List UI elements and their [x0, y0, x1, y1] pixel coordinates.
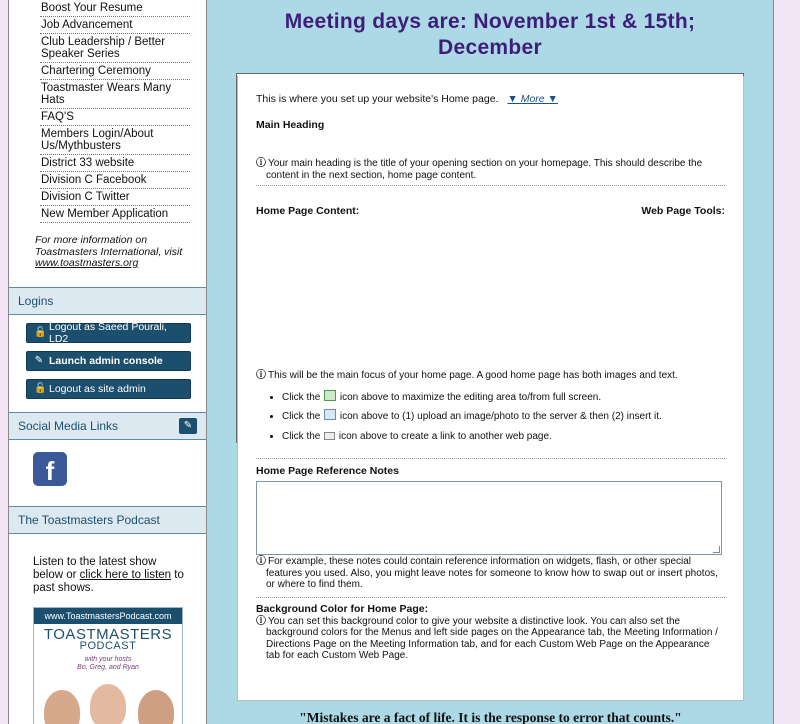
nav-item-club-leadership[interactable]: Club Leadership / Better Speaker Series — [40, 34, 190, 63]
logins-header — [9, 287, 206, 315]
content-tips — [238, 388, 743, 447]
tip-text: Click the — [282, 391, 324, 403]
podcast-image[interactable] — [33, 607, 183, 724]
nav-item-members-login[interactable]: Members Login/About Us/Mythbusters — [40, 126, 190, 155]
info-icon: ⓘ — [256, 556, 266, 567]
podcast-hosts-1: with your hosts — [84, 655, 132, 663]
facebook-icon[interactable]: f — [33, 452, 67, 486]
unlock-icon: 🔓 — [34, 327, 47, 338]
content-tools-row — [238, 205, 743, 217]
podcast-text-before: Listen to the latest show below or — [33, 555, 157, 581]
main-heading-help — [238, 158, 743, 181]
bg-help-1: You can set this background color to give your website a distinctive look. You can also set the — [268, 615, 681, 627]
nav-item-division-c-twitter[interactable]: Division C Twitter — [40, 189, 190, 206]
nav-item-division-c-facebook[interactable]: Division C Facebook — [40, 172, 190, 189]
info-text: For more information on Toastmasters International, visit — [35, 234, 183, 258]
link-icon — [324, 432, 335, 440]
podcast-description — [9, 556, 189, 595]
bg-help-4: tab for each Custom Web Page. — [266, 650, 409, 661]
notes-help-3: or where to find them. — [266, 579, 363, 590]
more-toggle[interactable]: ▼ More ▼ — [507, 93, 558, 105]
host-photo — [138, 690, 174, 724]
image-upload-icon — [324, 409, 336, 420]
footer-quote: "Mistakes are a fact of life. It is the response to error that counts." — [299, 710, 682, 724]
podcast-hosts-2: Bo, Greg, and Ryan — [77, 663, 139, 671]
tip-text: Click the — [282, 430, 324, 442]
tip-text: Click the — [282, 411, 324, 422]
bg-help-3: Directions Page on the Meeting Information tab, and for each Custom Web Page on the Appearance — [266, 638, 710, 650]
host-photo — [44, 690, 80, 724]
sidebar-nav — [9, 0, 190, 223]
reference-notes-help — [238, 556, 743, 591]
web-page-tools-label: Web Page Tools: — [641, 205, 725, 217]
divider — [256, 597, 725, 598]
logout-user-button[interactable] — [26, 320, 191, 345]
intro-text: This is where you set up your website's Home page. — [256, 93, 499, 105]
main-content — [207, 0, 774, 724]
divider — [256, 458, 725, 459]
nav-item-new-member-app[interactable]: New Member Application — [40, 206, 190, 223]
background-color-help — [238, 616, 743, 662]
launch-admin-label: Launch admin console — [49, 354, 163, 367]
tip-text: icon above to create a link to another web page. — [336, 430, 552, 442]
home-page-content-label: Home Page Content: — [256, 205, 360, 217]
podcast-url: www.ToastmastersPodcast.com — [34, 608, 182, 624]
bg-help-2: background colors for the Menus and left side pages on the Appearance tab, the Meeting Information / — [266, 627, 718, 638]
content-help — [238, 370, 743, 382]
nav-item-faq[interactable]: FAQ'S — [40, 109, 190, 126]
toastmasters-link[interactable]: www.toastmasters.org — [35, 257, 139, 269]
meeting-days-title — [207, 9, 773, 61]
editor-intro — [238, 93, 743, 105]
social-media-title: Social Media Links — [18, 418, 119, 433]
logout-user-label: Logout as Saeed Pourali, LD2 — [49, 320, 167, 345]
content-editor-area[interactable] — [238, 217, 743, 370]
left-sidebar — [8, 0, 207, 724]
maximize-icon — [324, 390, 336, 401]
main-heading-help-1: Your main heading is the title of your opening section on your homepage. This should describe the — [268, 158, 703, 169]
notes-help-1: For example, these notes could contain reference information on widgets, flash, or other special — [268, 556, 692, 567]
meeting-title-line1: Meeting days are: November 1st & 15th; — [284, 10, 696, 33]
nav-item-district-33[interactable]: District 33 website — [40, 155, 190, 172]
logins-title: Logins — [18, 293, 54, 308]
podcast-brand: TOASTMASTERS — [43, 625, 173, 643]
info-icon: ⓘ — [256, 158, 266, 169]
reference-notes-label: Home Page Reference Notes — [256, 465, 399, 477]
podcast-text-after: to past shows. — [33, 568, 184, 594]
podcast-listen-link[interactable]: click here to listen — [79, 568, 172, 581]
nav-item-boost-resume[interactable]: Boost Your Resume — [40, 0, 190, 17]
nav-item-job-advancement[interactable]: Job Advancement — [40, 17, 190, 34]
logout-site-admin-button[interactable] — [26, 379, 191, 399]
social-media-header — [9, 412, 206, 440]
tip-text: icon above to (1) upload an image/photo to the server & then (2) insert it. — [337, 411, 662, 422]
tip-image-upload — [282, 407, 743, 427]
podcast-title: The Toastmasters Podcast — [18, 512, 160, 527]
nav-item-chartering[interactable]: Chartering Ceremony — [40, 63, 190, 80]
nav-item-many-hats[interactable]: Toastmaster Wears Many Hats — [40, 80, 190, 109]
meeting-title-line2: December — [438, 36, 542, 59]
reference-notes-textarea[interactable] — [256, 481, 722, 555]
home-page-editor — [237, 76, 744, 701]
info-icon: ⓘ — [256, 615, 266, 627]
launch-admin-console-button[interactable] — [26, 351, 191, 371]
unlock-icon: 🔓 — [34, 383, 47, 394]
background-color-label: Background Color for Home Page: — [256, 602, 429, 615]
main-heading-help-2: content in the next section, home page content. — [266, 169, 477, 181]
notes-help-2: features you used. Also, you might leave notes for someone to know how to swap out or insert photos, — [266, 567, 718, 579]
info-icon: ⓘ — [256, 370, 266, 381]
toastmasters-info — [9, 223, 206, 270]
main-heading-label: Main Heading — [256, 119, 325, 131]
tip-link — [282, 427, 743, 447]
wrench-icon: ✎ — [34, 355, 44, 366]
host-photo — [90, 684, 126, 724]
podcast-sub: PODCAST — [79, 639, 137, 652]
tip-text: icon above to maximize the editing area to/from full screen. — [337, 391, 602, 403]
pencil-edit-icon[interactable]: ✎ — [179, 418, 197, 434]
content-help-text: This will be the main focus of your home page. A good home page has both images and text. — [268, 370, 678, 381]
tip-maximize — [282, 388, 743, 408]
logout-site-admin-label: Logout as site admin — [49, 382, 146, 395]
podcast-header — [9, 506, 206, 534]
divider — [256, 185, 725, 186]
